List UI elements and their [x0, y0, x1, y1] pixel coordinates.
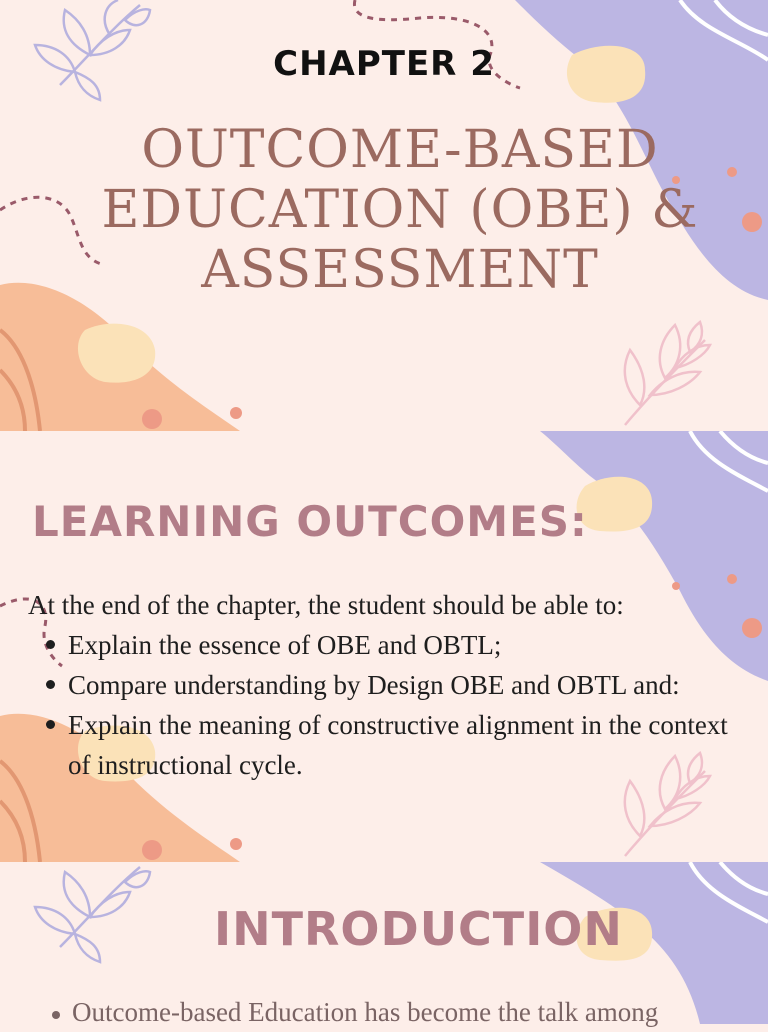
slide-title [0, 0, 768, 431]
list-item: Explain the essence of OBE and OBTL; [68, 625, 748, 665]
list-item: Explain the meaning of constructive alignment in the context of instructional cycle. [68, 705, 748, 785]
salmon-dot [142, 409, 162, 429]
chapter-title-line: ASSESSMENT [201, 240, 599, 300]
bullet-dot [52, 1011, 60, 1019]
list-item: Compare understanding by Design OBE and OBTL and: [68, 665, 748, 705]
salmon-dot [230, 838, 242, 850]
salmon-dot [742, 212, 762, 232]
outcomes-intro: At the end of the chapter, the student should be able to: [28, 590, 624, 620]
leaf-sprig-icon [35, 867, 150, 962]
slide-learning-outcomes [0, 431, 768, 862]
leaf-sprig-icon [625, 322, 710, 425]
learning-outcomes-body [28, 585, 748, 785]
salmon-dot [230, 407, 242, 419]
salmon-dot [727, 574, 737, 584]
chapter-title-line: EDUCATION (OBE) & [101, 180, 699, 240]
cream-blob [577, 477, 653, 532]
introduction-heading: INTRODUCTION [214, 902, 623, 956]
chapter-title [60, 120, 740, 300]
cream-blob [78, 324, 155, 383]
salmon-dot [142, 840, 162, 860]
chapter-label: CHAPTER 2 [273, 44, 495, 84]
learning-outcomes-heading: LEARNING OUTCOMES: [32, 497, 588, 546]
introduction-first-bullet [52, 992, 742, 1032]
introduction-bullet-text: Outcome-based Education has become the talk among [72, 997, 659, 1027]
chapter-title-line: OUTCOME-BASED [141, 120, 659, 180]
outcomes-list [28, 625, 748, 785]
